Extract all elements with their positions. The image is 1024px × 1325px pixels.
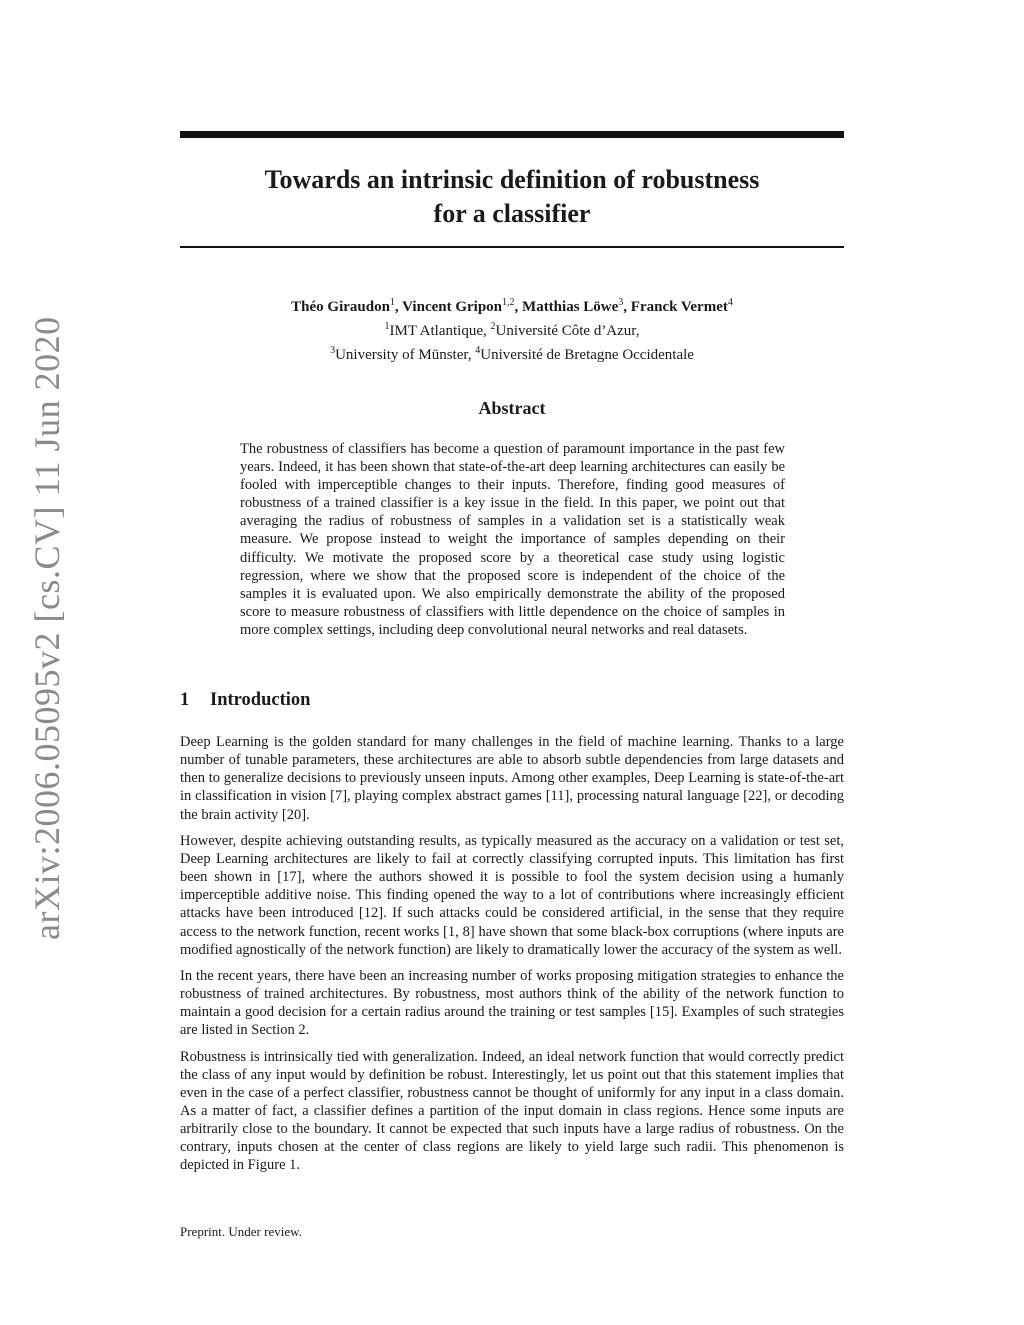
author-list xyxy=(180,293,844,317)
preprint-footer: Preprint. Under review. xyxy=(180,1224,302,1239)
title-bottom-rule xyxy=(180,246,844,248)
author-name: Vincent Gripon xyxy=(402,299,503,315)
author-separator: , xyxy=(623,299,631,315)
paper-title-line-2: for a classifier xyxy=(433,199,591,228)
affiliation-line-2 xyxy=(180,341,844,365)
title-top-rule xyxy=(180,131,844,138)
author-affiliation-mark: 4 xyxy=(727,297,733,308)
affiliation-mark: 4 xyxy=(475,345,481,356)
section-heading-introduction xyxy=(180,690,310,711)
body-paragraph: However, despite achieving outstanding results, as typically measured as the accuracy on a validation or test set, Deep Learning architectures are likely to fail at correctly classifying corrupted inputs. This limitation has first been shown in [17], where the authors showed it is possible to fool the system decision using a humanly imperceptible additive noise. This finding opened the way to a lot of contributions where increasingly efficient attacks have been introduced [12]. If such attacks could be considered artificial, in the sense that they require access to the network function, recent works [1, 8] have shown that some black-box corruptions (where inputs are modified agnostically of the network function) are likely to dramatically lower the accuracy of the system as well. xyxy=(180,832,844,958)
body-paragraph: In the recent years, there have been an increasing number of works proposing mitigation strategies to enhance the robustness of trained architectures. By robustness, most authors think of the ability of the network function to maintain a good decision for a certain radius around the training or test samples [15]. Examples of such strategies are listed in Section 2. xyxy=(180,967,844,1039)
affiliation-mark: 1 xyxy=(384,321,390,332)
author-block xyxy=(180,293,844,365)
affiliation-mark: 2 xyxy=(490,321,496,332)
arxiv-identifier: arXiv:2006.05095v2 [cs.CV] 11 Jun 2020 xyxy=(27,316,67,940)
affiliation-name: IMT Atlantique, xyxy=(389,323,491,339)
body-paragraph: Deep Learning is the golden standard for many challenges in the field of machine learning. Thanks to a large number of tunable parameters, these architectures are able to absorb subtle dependencies from large datasets and then to generalize decisions to previously unseen inputs. Among other examples, Deep Learning is state-of-the-art in classification in vision [7], playing complex abstract games [11], processing natural language [22], or decoding the brain activity [20]. xyxy=(180,734,844,823)
author-name: Franck Vermet xyxy=(630,299,728,315)
section-title: Introduction xyxy=(210,690,311,710)
author-name: Matthias Löwe xyxy=(522,299,619,315)
author-affiliation-mark: 1 xyxy=(389,297,395,308)
body-paragraph: Robustness is intrinsically tied with generalization. Indeed, an ideal network function that would correctly predict the class of any input would by definition be robust. Interestingly, let us point out that this statement implies that even in the case of a perfect classifier, robustness cannot be thought of uniformly for any input in a class domain. As a matter of fact, a classifier defines a partition of the input domain in class regions. Hence some inputs are arbitrarily close to the boundary. It cannot be expected that such inputs have a large radius of robustness. On the contrary, inputs chosen at the center of class regions are likely to yield large such radii. This phenomenon is depicted in Figure 1. xyxy=(180,1048,844,1174)
author-separator: , xyxy=(394,299,403,315)
author-affiliation-mark: 1,2 xyxy=(502,297,515,308)
affiliation-name: Université de Bretagne Occidentale xyxy=(480,347,694,363)
paper-title-line-1: Towards an intrinsic definition of robustness xyxy=(264,165,760,194)
author-name: Théo Giraudon xyxy=(291,299,390,315)
affiliation-mark: 3 xyxy=(330,345,336,356)
author-separator: , xyxy=(514,299,523,315)
abstract-text: The robustness of classifiers has become a question of paramount importance in the past few years. Indeed, it has been shown that state-of-the-art deep learning architectures can easily be fooled with imperceptible changes to their inputs. Therefore, finding good measures of robustness of a trained classifier is a key issue in the field. In this paper, we point out that averaging the radius of robustness of samples in a validation set is a statistically weak measure. We propose instead to weight the importance of samples depending on their difficulty. We motivate the proposed score by a theoretical case study using logistic regression, where we show that the proposed score is independent of the choice of the samples it is evaluated upon. We also empirically demonstrate the ability of the proposed score to measure robustness of classifiers with little dependence on the choice of samples in more complex settings, including deep convolutional neural networks and real datasets. xyxy=(240,441,785,638)
affiliation-name: Université Côte d’Azur, xyxy=(495,323,640,339)
paper-title xyxy=(180,163,844,231)
author-affiliation-mark: 3 xyxy=(618,297,624,308)
affiliation-line-1 xyxy=(180,317,844,341)
section-number: 1 xyxy=(180,690,190,710)
introduction-body xyxy=(180,733,844,1183)
affiliation-name: University of Münster, xyxy=(335,347,476,363)
abstract-heading: Abstract xyxy=(478,398,546,418)
